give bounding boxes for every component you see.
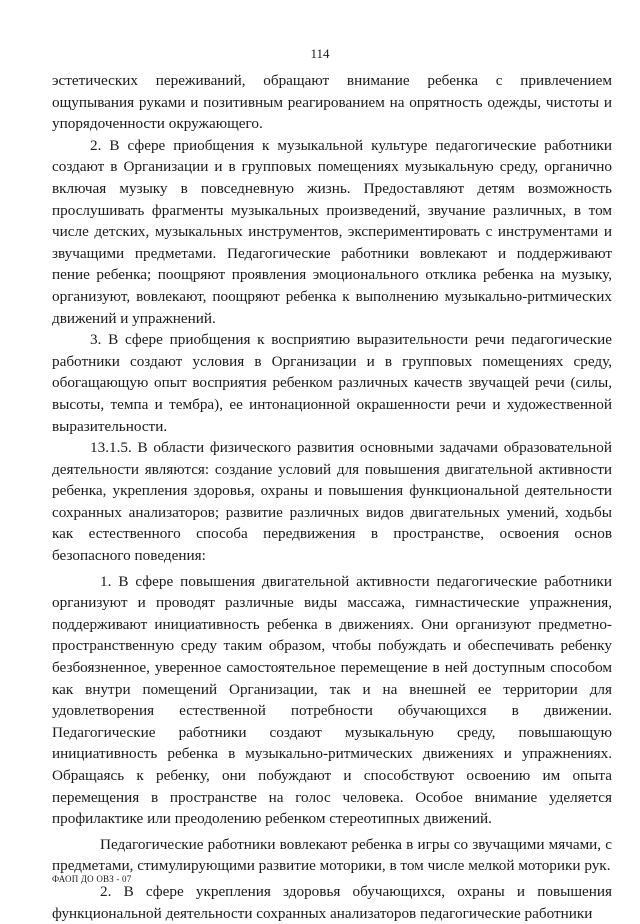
paragraph: 1. В сфере повышения двигательной активности педагогические работники организуют и проводят различные виды массажа, гимнастические упражнения, поддерживают инициативность ребенка в движениях. Они организуют предметно-пространственную среду таким образом, чтобы побуждать и обеспечивать ребенку безбоязненное, уверенное самостоятельное перемещение в ней доступным способом как внутри помещений Организации, так и на внешней ее территории для удовлетворения естественной потребности обучающихся в движении. Педагогические работники создают музыкальную среду, повышающую инициативность ребенка в музыкально-ритмических движениях и упражнениях. Обращаясь к ребенку, они побуждают и способствуют освоению им опыта перемещения в пространстве на голос человека. Особое внимание уделяется профилактике или преодолению ребенком стереотипных движений. — [52, 572, 612, 828]
paragraph: 3. В сфере приобщения к восприятию выразительности речи педагогические работники создают условия в Организации и в групповых помещениях среду, обогащающую опыт восприятия ребенком различных качеств звучащей речи (силы, высоты, темпа и тембра), ее интонационной окрашенности речи и художественной выразительности. — [52, 331, 612, 435]
paragraph: эстетических переживаний, обращают внимание ребенка с привлечением ощупывания руками и позитивным реагированием на опрятность одежды, чистоты и упорядоченности окружающего. — [52, 72, 612, 133]
paragraph: 2. В сфере приобщения к музыкальной культуре педагогические работники создают в Организации и в групповых помещениях музыкальную среду, органично включая музыку в повседневную жизнь. Предоставляют детям возможность прослушивать фрагменты музыкальных произведений, звучание различных, в том числе детских, музыкальных инструментов, экспериментировать с инструментами и звучащими предметами. Педагогические работники вовлекают и поддерживают пение ребенка; поощряют проявления эмоционального отклика ребенка на музыку, организуют, вовлекают, поощряют ребенка к выполнению музыкально-ритмических движений и упражнений. — [52, 136, 612, 327]
footer-code: ФАОП ДО ОВЗ - 07 — [52, 874, 132, 884]
document-body — [52, 70, 612, 924]
page-number: 114 — [310, 46, 330, 61]
paragraph: 13.1.5. В области физического развития основными задачами образовательной деятельности являются: создание условий для повышения двигательной активности ребенка, укрепления здоровья, охраны и повышения функциональной деятельности сохранных анализаторов; развитие различных видов двигательных умений, ходьбы как естественного способа передвижения в пространстве, освоения основ безопасного поведения: — [52, 439, 612, 565]
paragraph: Педагогические работники вовлекают ребенка в игры со звучащими мячами, с предметами, стимулирующими развитие моторики, в том числе мелкой моторики рук. — [52, 835, 612, 875]
paragraph: 2. В сфере укрепления здоровья обучающихся, охраны и повышения функциональной деятельности сохранных анализаторов педагогические работники — [52, 882, 612, 922]
